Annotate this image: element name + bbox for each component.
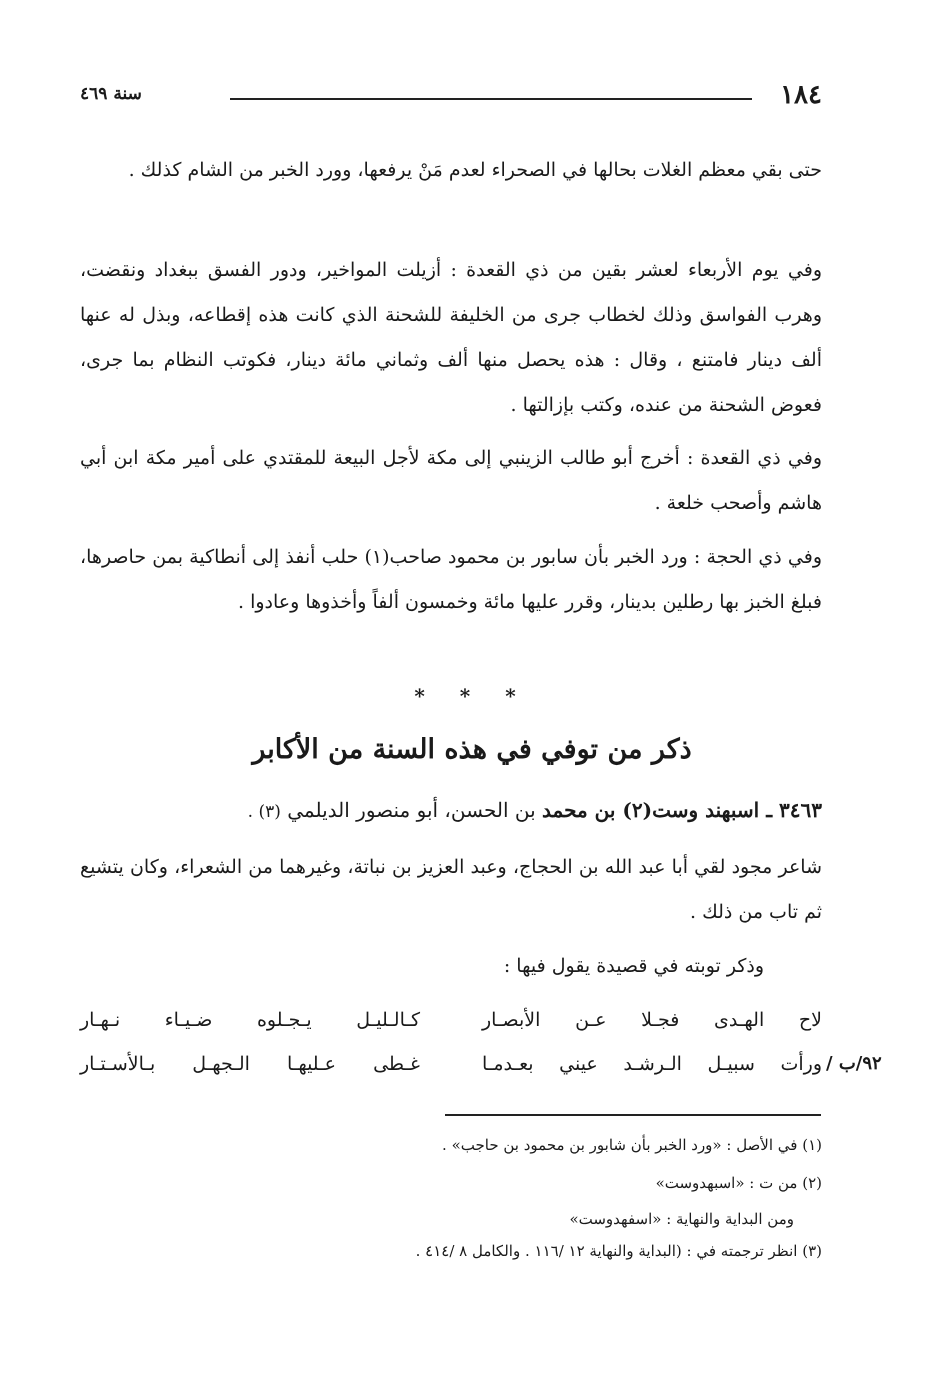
running-header [80,80,822,120]
entry-name-bold: ٣٤٦٣ ـ اسبهند وست(٢) بن محمد [542,798,822,822]
biography-entry-heading [80,790,822,832]
manuscript-folio-marker: ٩٢/ب / [826,1053,882,1074]
footnote-3: (٣) انظر ترجمته في : (البداية والنهاية ١٢ /١١٦ . والكامل ٨ /٤١٤ . [415,1242,822,1260]
verse-1-second-hemistich: كـالـليـل يـجـلوه ضـيـاء نـهـار [80,1009,420,1031]
verse-line-1 [80,1000,822,1040]
verse-1-first-hemistich: لاح الهـدى فجـلا عـن الأبصـار [482,1009,822,1031]
page-number: ١٨٤ [780,80,822,110]
section-title: ذكر من توفي في هذه السنة من الأكابر [252,734,692,765]
footnote-1: (١) في الأصل : «ورد الخبر بأن شابور بن محمود بن حاجب» . [442,1136,822,1154]
year-label: سنة ٤٦٩ [80,84,142,104]
paragraph-2: وفي يوم الأربعاء لعشر بقين من ذي القعدة : أزيلت المواخير، ودور الفسق ببغداد ونقضت، وهرب الفواسق وذلك لخطاب جرى من الخليفة للشحنة الذي كانت هذه إقطاعه، وبذل له عنها ألف دينار فامتنع ، وقال : هذه يحصل منها ألف وثماني مائة دينار، فكوتب النظام بما جرى، فعوض الشحنة من عنده، وكتب بإزالتها . [80,259,822,416]
entry-footnote-ref: (٣) . [247,802,281,822]
paragraph-3: وفي ذي القعدة : أخرج أبو طالب الزينبي إلى مكة لأجل البيعة للمقتدي على أمير مكة ابن أبي هاشم وأصحب خلعة . [80,447,822,514]
verse-line-2 [80,1044,822,1084]
verse-2-first-hemistich: ورأت سبيـل الـرشـد عيني بعـدمـا [482,1053,822,1075]
footnote-rule [445,1114,821,1116]
paragraph-1: حتى بقي معظم الغلات بحالها في الصحراء لعدم مَنْ يرفعها، وورد الخبر من الشام كذلك . [128,159,822,181]
entry-name-rest: بن الحسن، أبو منصور الديلمي [287,798,536,822]
header-rule [230,98,752,100]
footnote-2: (٢) من ت : «اسبهدوست» [655,1174,822,1192]
section-separator: * * * [414,684,530,708]
verse-2-second-hemistich: غـطى عـليهـا الـجهـل بـالأسـتـار [80,1053,420,1075]
paragraph-4: وفي ذي الحجة : ورد الخبر بأن سابور بن محمود صاحب(١) حلب أنفذ إلى أنطاكية بمن حاصرها، فبلغ الخبز بها رطلين بدينار، وقرر عليها مائة وخمسون ألفاً وأخذوها وعادوا . [80,546,822,613]
verse-intro: وذكر توبته في قصيدة يقول فيها : [503,955,764,977]
footnote-2-continued: ومن البداية والنهاية : «اسفهدوست» [569,1210,794,1228]
biography-text: شاعر مجود لقي أبا عبد الله بن الحجاج، وعبد العزيز بن نباتة، وغيرهما من الشعراء، وكان يتشيع ثم تاب من ذلك . [80,856,822,923]
